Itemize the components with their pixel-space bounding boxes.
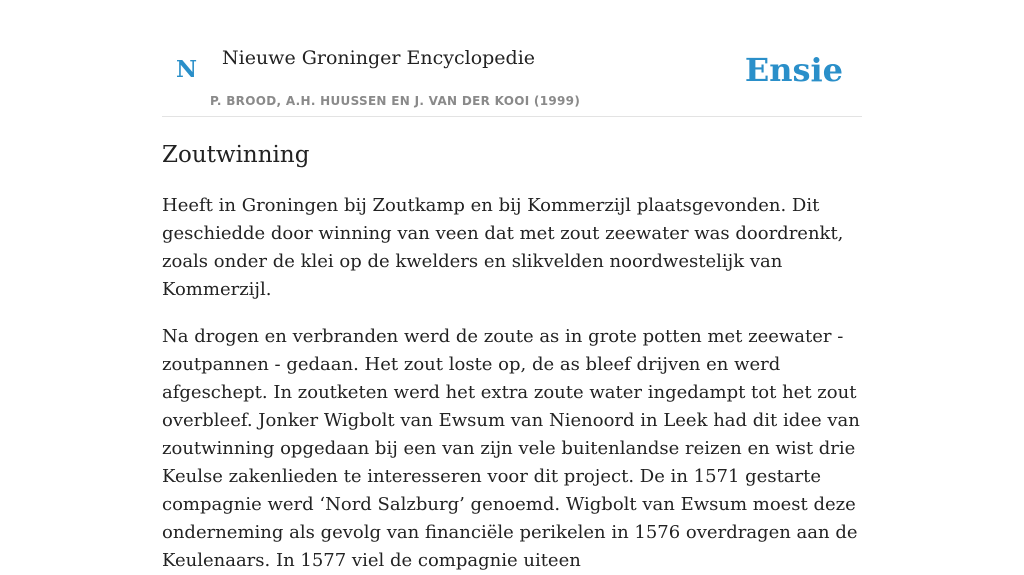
source-header xyxy=(162,0,862,117)
article-title: Zoutwinning xyxy=(162,142,310,168)
article-paragraph: Heeft in Groningen bij Zoutkamp en bij Kommerzijl plaatsgevonden. Dit geschiedde door winning van veen dat met zout zeewater was doordrenkt, zoals onder de klei op de kwelders en slikvelden noordwestelijk van Kommerzijl. xyxy=(162,195,844,300)
source-logo[interactable]: N xyxy=(176,56,198,83)
source-authors: P. BROOD, A.H. HUUSSEN EN J. VAN DER KOOI (1999) xyxy=(210,94,581,108)
article-paragraph: Na drogen en verbranden werd de zoute as in grote potten met zeewater - zoutpannen - gedaan. Het zout loste op, de as bleef drijven en werd afgeschept. In zoutketen werd het extra zoute water ingedampt tot het zout overbleef. Jonker Wigbolt van Ewsum van Nienoord in Leek had dit idee van zoutwinning opgedaan bij een van zijn vele buitenlandse reizen en wist drie Keulse zakenlieden te interesseren voor dit project. De in 1571 gestarte compagnie werd ‘Nord Salzburg’ genoemd. Wigbolt van Ewsum moest deze onderneming als gevolg van financiële perikelen in 1576 overdragen aan de Keulenaars. In 1577 viel de compagnie uiteen xyxy=(162,326,860,571)
source-title[interactable]: Nieuwe Groninger Encyclopedie xyxy=(222,47,536,69)
ensie-logo[interactable]: Ensie xyxy=(744,51,843,89)
article xyxy=(162,136,862,575)
